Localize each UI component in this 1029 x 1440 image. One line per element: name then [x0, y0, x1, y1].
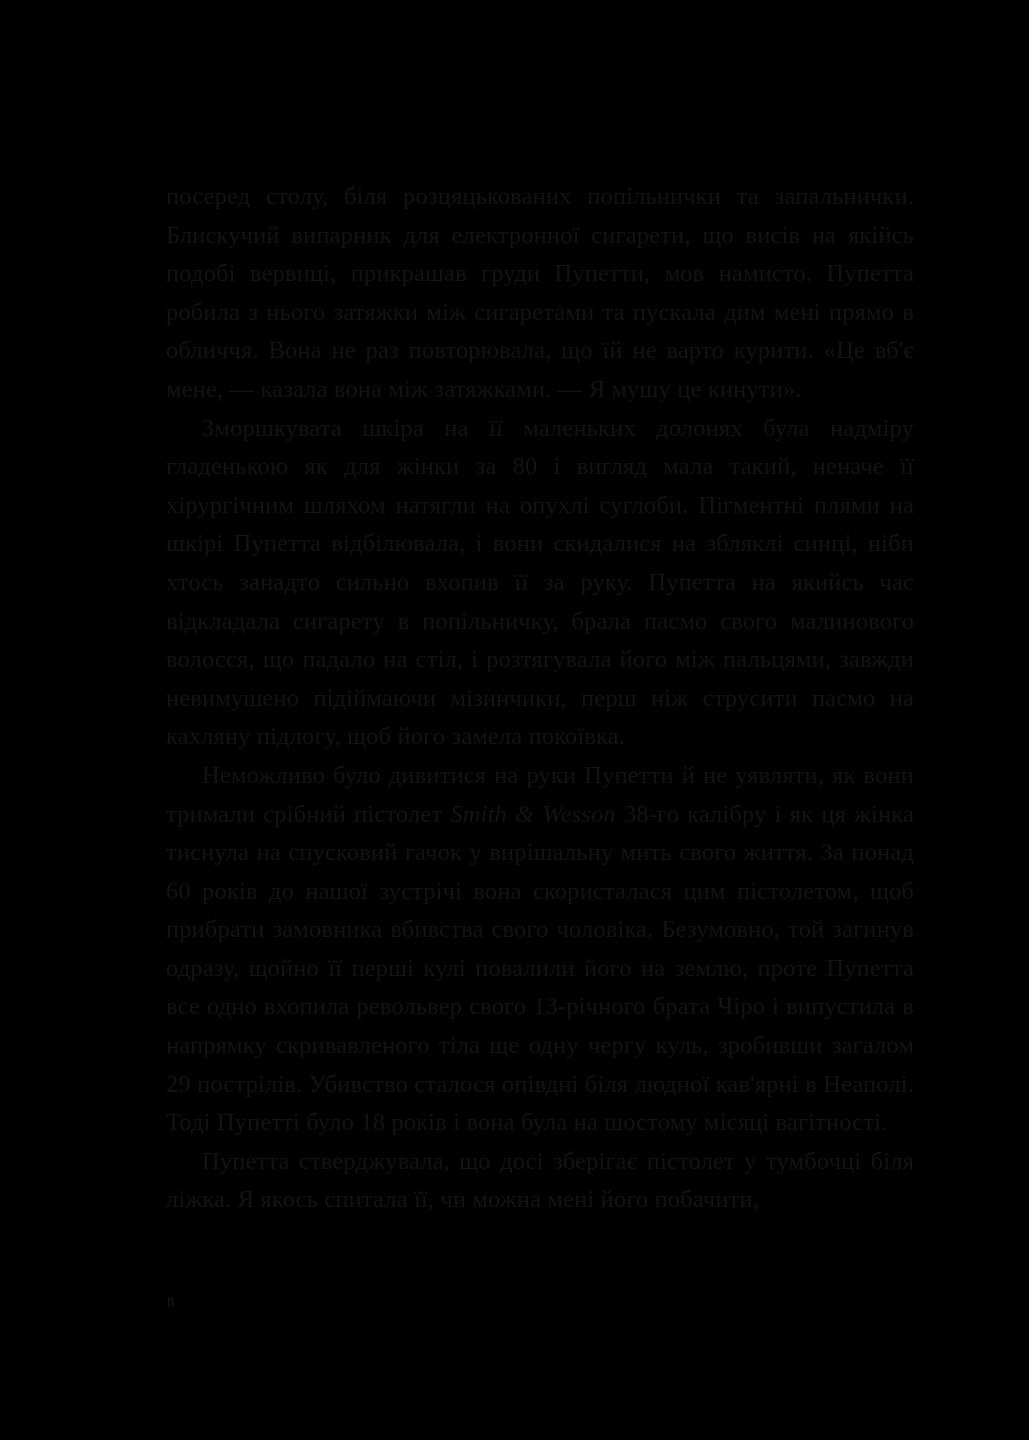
paragraph-3-text-after: 38-го калібру і як ця жінка тиснула на спусковий гачок у вирішальну мить свого життя. За понад 60 років до нашої зустрічі вона скористалася цим пістолетом, щоб прибрати замовника вбивства свого чоловіка. Безумовно, той загинув одразу, щойно її перші кулі повалили його на землю, проте Пупетта все одно вхопила револьвер свого 13-річного брата Чіро і випустила в напрямку скривавленого тіла ще одну чергу куль, зробивши загалом 29 пострілів. Убивство сталося опівдні біля людної кав'ярні в Неаполі. Тоді Пупетті було 18 років і вона була на шостому місяці вагітності. — [166, 800, 914, 1137]
paragraph-3 — [166, 757, 914, 1143]
paragraph-3-text-before: Неможливо було дивитися на руки Пупетти й не уявляти, як вони тримали срібний пістолет — [166, 761, 914, 828]
page-text-block — [166, 178, 914, 1220]
book-title-italic: Smith & Wesson — [450, 800, 616, 828]
paragraph-2: Зморшкувата шкіра на її маленьких долонях була надміру гладенькою як для жінки за 80 і вигляд мала такий, неначе її хірургічним шляхом натягли на опухлі суглоби. Пігментні плями на шкірі Пупетта відбілювала, і вони скидалися на збляклі синці, ніби хтось занадто сильно вхопив її за руку. Пупетта на якийсь час відкладала сигарету в попільничку, брала пасмо свого малинового волосся, що падало на стіл, і розтягувала його між пальцями, завжди невимушено підіймаючи мізинчики, перш ніж струсити пасмо на кахляну підлогу, щоб його замела покоївка. — [166, 414, 914, 751]
page-number: 8 — [167, 1295, 175, 1311]
paragraph-4: Пупетта стверджувала, що досі зберігає пістолет у тумбочці біля ліжка. Я якось спитала її, чи можна мені його побачити, — [166, 1147, 914, 1214]
paragraph-1: посеред столу, біля розцяцькованих попільнички та запальнички. Блискучий випарник для електронної сигарети, що висів на якійсь подобі вервиці, прикрашав груди Пупетти, мов намисто. Пупетта робила з нього затяжки між сигаретами та пускала дим мені прямо в обличчя. Вона не раз повторювала, що їй не варто курити. «Це вб'є мене, — казала вона між затяжками. — Я мушу це кинути». — [166, 183, 914, 403]
